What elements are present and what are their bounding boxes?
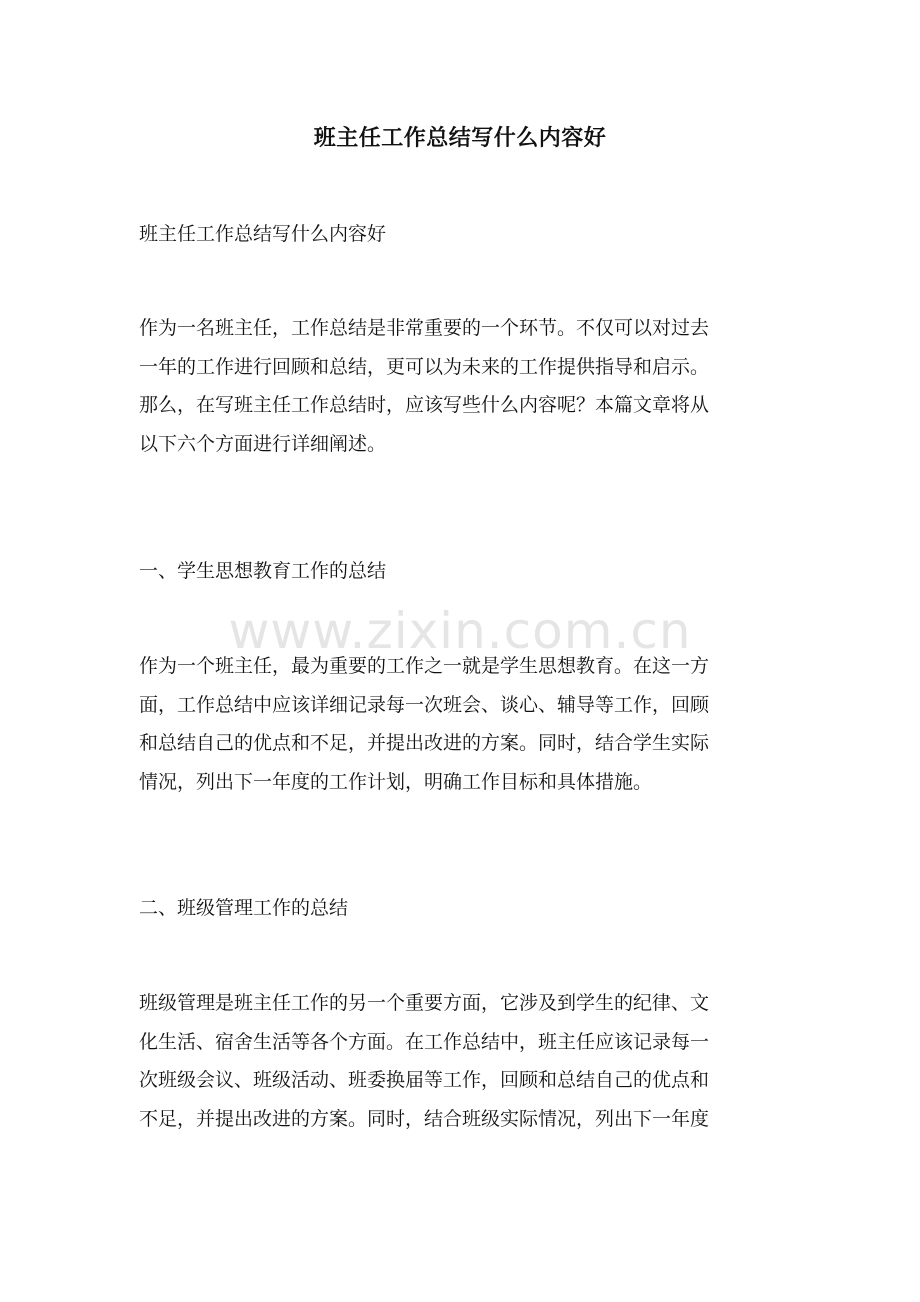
heading-text: 一、学生思想教育工作的总结: [139, 560, 387, 582]
document-subtitle: [139, 215, 789, 254]
paragraph-line: 情况，列出下一年度的工作计划，明确工作目标和具体措施。: [139, 770, 653, 793]
paragraph-line: 作为一个班主任，最为重要的工作之一就是学生思想教育。在这一方: [139, 655, 710, 677]
paragraph-line: 和总结自己的优点和不足，并提出改进的方案。同时，结合学生实际: [139, 732, 710, 754]
section-heading-2: [139, 889, 789, 928]
section-paragraph-2: [139, 984, 789, 1138]
paragraph-line: 那么，在写班主任工作总结时，应该写些什么内容呢？本篇文章将从: [139, 394, 710, 416]
paragraph-line: 作为一名班主任，工作总结是非常重要的一个环节。不仅可以对过去: [139, 317, 710, 339]
subtitle-text: 班主任工作总结写什么内容好: [139, 223, 387, 245]
paragraph-line: 面，工作总结中应该详细记录每一次班会、谈心、辅导等工作，回顾: [139, 693, 710, 716]
paragraph-line: 班级管理是班主任工作的另一个重要方面，它涉及到学生的纪律、文: [139, 992, 710, 1014]
intro-paragraph: [139, 309, 789, 463]
section-heading-1: [139, 552, 789, 591]
paragraph-line: 次班级会议、班级活动、班委换届等工作，回顾和总结自己的优点和: [139, 1069, 710, 1091]
section-paragraph-1: [139, 647, 789, 801]
paragraph-line: 以下六个方面进行详细阐述。: [139, 432, 387, 455]
heading-text: 二、班级管理工作的总结: [139, 897, 349, 919]
paragraph-line: 不足，并提出改进的方案。同时，结合班级实际情况，列出下一年度: [139, 1107, 710, 1130]
paragraph-line: 一年的工作进行回顾和总结，更可以为未来的工作提供指导和启示。: [139, 355, 710, 378]
watermark: www.zixin.com.cn: [228, 602, 692, 660]
document-title: 班主任工作总结写什么内容好: [313, 125, 607, 151]
paragraph-line: 化生活、宿舍生活等各个方面。在工作总结中，班主任应该记录每一: [139, 1030, 710, 1053]
